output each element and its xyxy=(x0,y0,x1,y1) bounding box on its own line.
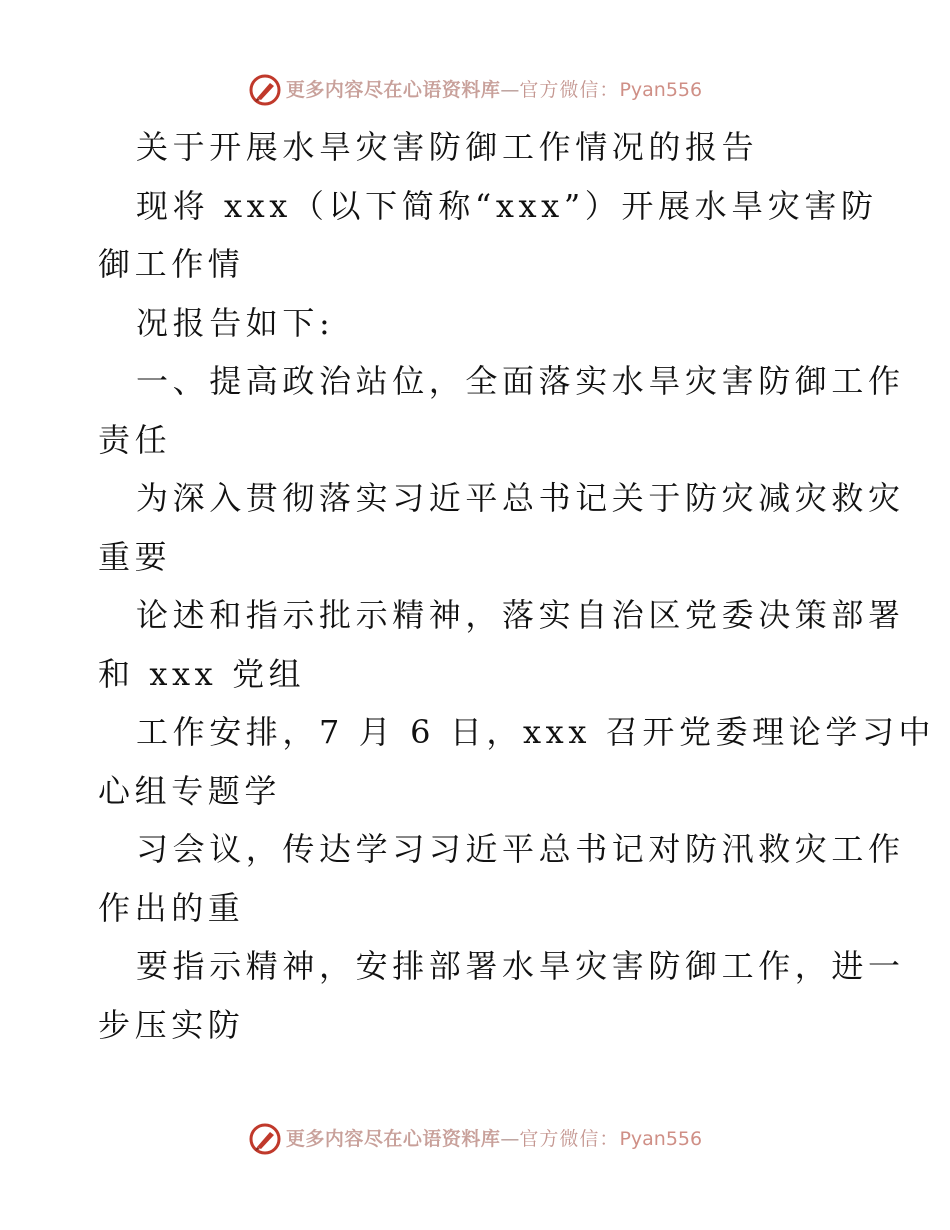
section-heading-cont: 责任 xyxy=(98,420,172,459)
footer-wechat-label: 官方微信： xyxy=(519,1128,620,1150)
document-title: 关于开展水旱灾害防御工作情况的报告 xyxy=(136,128,759,166)
header-separator: — xyxy=(500,79,520,101)
header-wechat-label: 官方微信： xyxy=(519,79,620,101)
paragraph-line: 心组专题学 xyxy=(98,771,282,810)
footer-separator: — xyxy=(500,1128,520,1150)
document-body xyxy=(98,118,936,1054)
paragraph-line: 步压实防 xyxy=(98,1005,245,1044)
section-heading: 一、提高政治站位，全面落实水旱灾害防御工作 xyxy=(136,362,905,400)
paragraph-line: 重要 xyxy=(98,537,172,576)
header-site-text: 更多内容尽在心语资料库 xyxy=(285,79,501,101)
paragraph-line: 要指示精神，安排部署水旱灾害防御工作，进一 xyxy=(136,947,905,985)
paragraph-line: 和 xxx 党组 xyxy=(98,654,306,693)
paragraph-line: 论述和指示批示精神，落实自治区党委决策部署 xyxy=(136,596,905,634)
footer-wechat-id: Pyan556 xyxy=(619,1128,703,1150)
header-banner xyxy=(0,70,950,110)
paragraph-line: 况报告如下: xyxy=(136,303,335,342)
paragraph-line: 御工作情 xyxy=(98,245,245,283)
pen-logo-icon xyxy=(248,73,282,107)
header-wechat-id: Pyan556 xyxy=(619,79,703,101)
paragraph-line: 现将 xxx（以下简称“xxx”）开展水旱灾害防 xyxy=(136,186,878,225)
pen-logo-icon xyxy=(248,1122,282,1156)
footer-banner xyxy=(0,1119,950,1159)
paragraph-line: 工作安排，7 月 6 日，xxx 召开党委理论学习中 xyxy=(136,713,936,751)
paragraph-line: 为深入贯彻落实习近平总书记关于防灾减灾救灾 xyxy=(136,479,905,517)
paragraph-line: 习会议，传达学习习近平总书记对防汛救灾工作 xyxy=(136,830,905,868)
footer-site-text: 更多内容尽在心语资料库 xyxy=(285,1128,501,1150)
paragraph-line: 作出的重 xyxy=(98,888,245,927)
